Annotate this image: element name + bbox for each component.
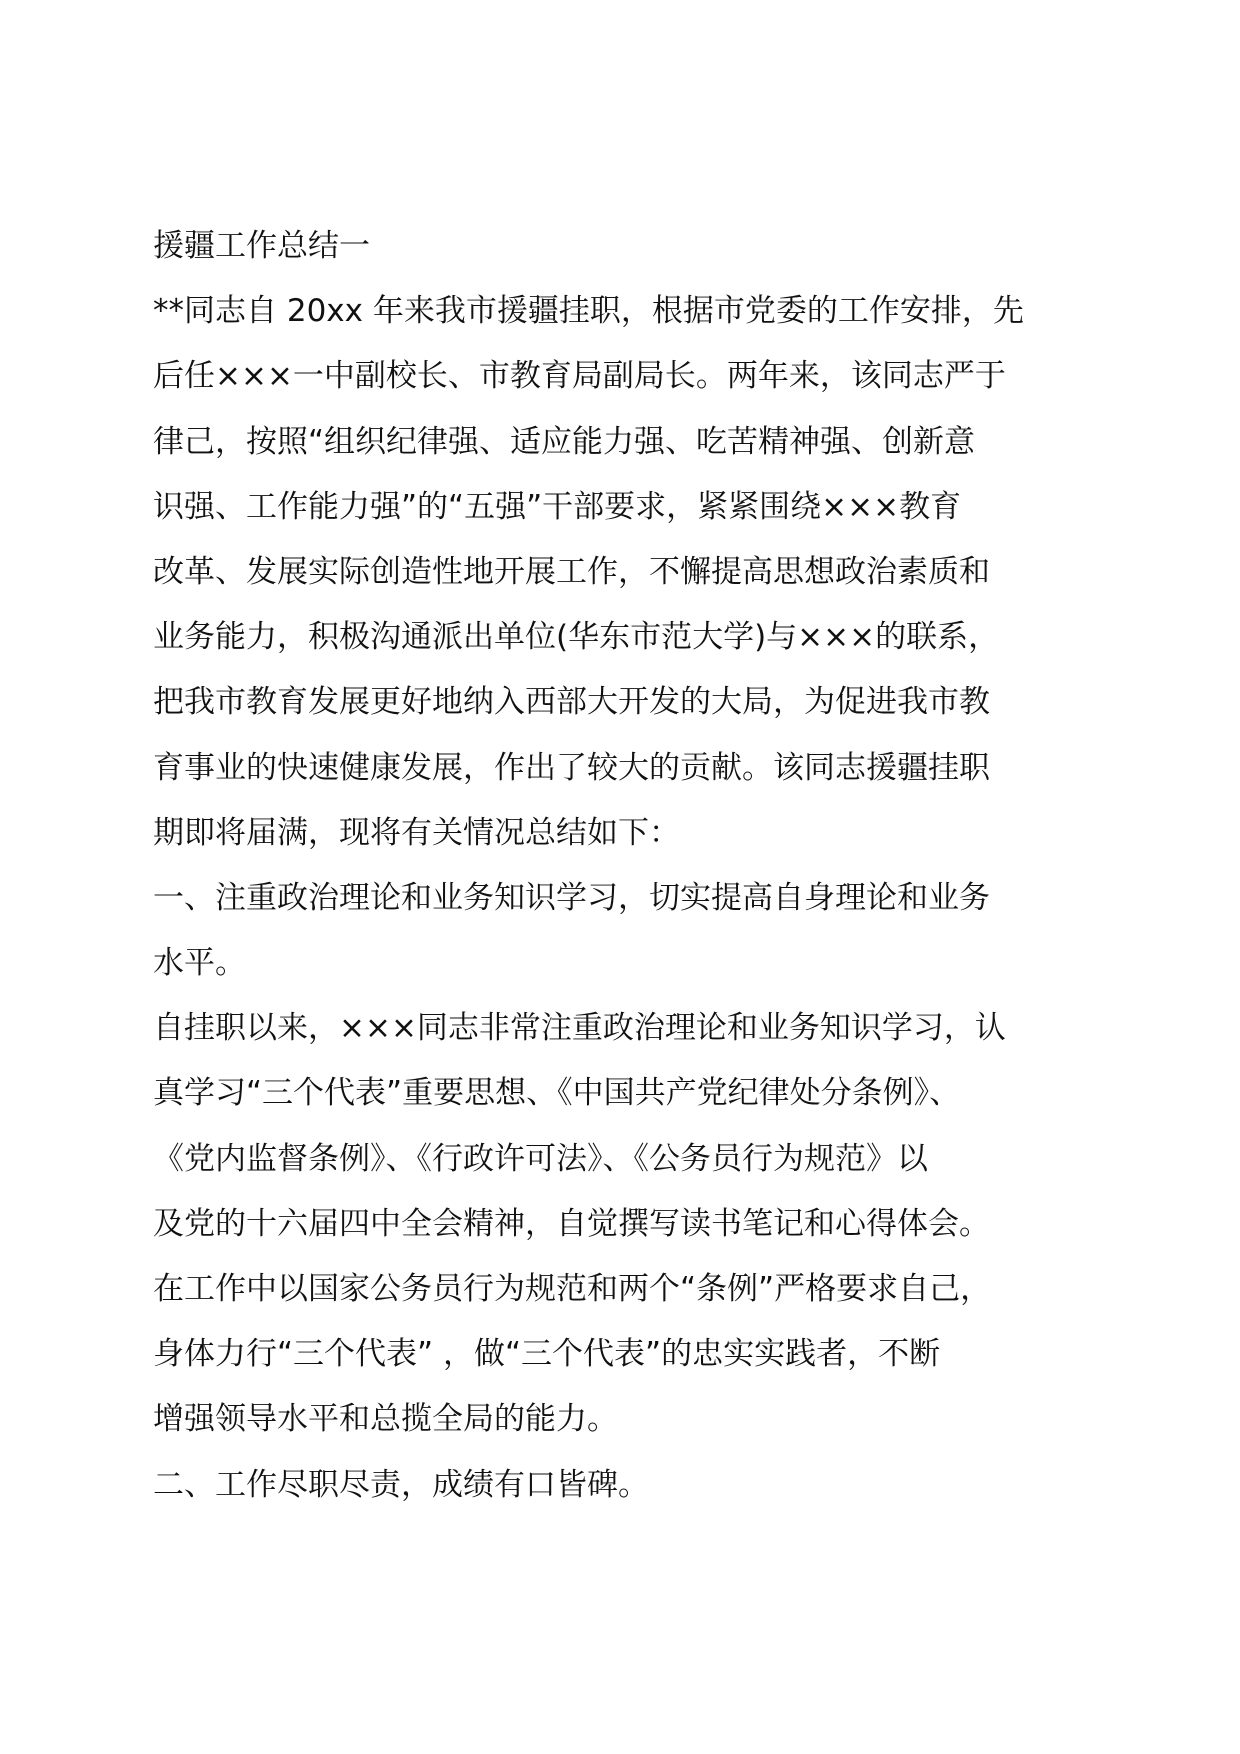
body-line: 增强领导水平和总揽全局的能力。 xyxy=(153,1401,618,1438)
body-line: 识强、工作能力强”的“五强”干部要求，紧紧围绕×××教育 xyxy=(153,488,962,525)
section-heading-1: 一、注重政治理论和业务知识学习，切实提高自身理论和业务 xyxy=(153,879,990,916)
body-line: 业务能力，积极沟通派出单位(华东市范大学)与×××的联系， xyxy=(153,619,1000,656)
body-line: 后任×××一中副校长、市教育局副局长。两年来，该同志严于 xyxy=(153,358,1006,395)
section-heading-1-cont: 水平。 xyxy=(153,945,246,982)
body-line: 期即将届满，现将有关情况总结如下： xyxy=(153,814,680,851)
body-line: 改革、发展实际创造性地开展工作，不懈提高思想政治素质和 xyxy=(153,553,990,590)
body-line: 身体力行“三个代表” ，做“三个代表”的忠实实践者，不断 xyxy=(153,1336,941,1373)
body-line: 自挂职以来，×××同志非常注重政治理论和业务知识学习，认 xyxy=(153,1010,1006,1047)
body-line: 《党内监督条例》、《行政许可法》、《公务员行为规范》以 xyxy=(153,1140,928,1177)
body-line: **同志自 20xx 年来我市援疆挂职，根据市党委的工作安排，先 xyxy=(153,293,1024,330)
body-line: 育事业的快速健康发展，作出了较大的贡献。该同志援疆挂职 xyxy=(153,749,990,786)
body-line: 及党的十六届四中全会精神，自觉撰写读书笔记和心得体会。 xyxy=(153,1205,990,1242)
body-line: 把我市教育发展更好地纳入西部大开发的大局，为促进我市教 xyxy=(153,684,990,721)
body-line: 律己，按照“组织纪律强、适应能力强、吃苦精神强、创新意 xyxy=(153,423,976,460)
document-title: 援疆工作总结一 xyxy=(153,228,370,264)
body-line: 真学习“三个代表”重要思想、《中国共产党纪律处分条例》、 xyxy=(153,1075,961,1112)
document-body xyxy=(153,218,1113,1522)
section-heading-2: 二、工作尽职尽责，成绩有口皆碑。 xyxy=(153,1466,649,1503)
body-line: 在工作中以国家公务员行为规范和两个“条例”严格要求自己， xyxy=(153,1271,992,1307)
